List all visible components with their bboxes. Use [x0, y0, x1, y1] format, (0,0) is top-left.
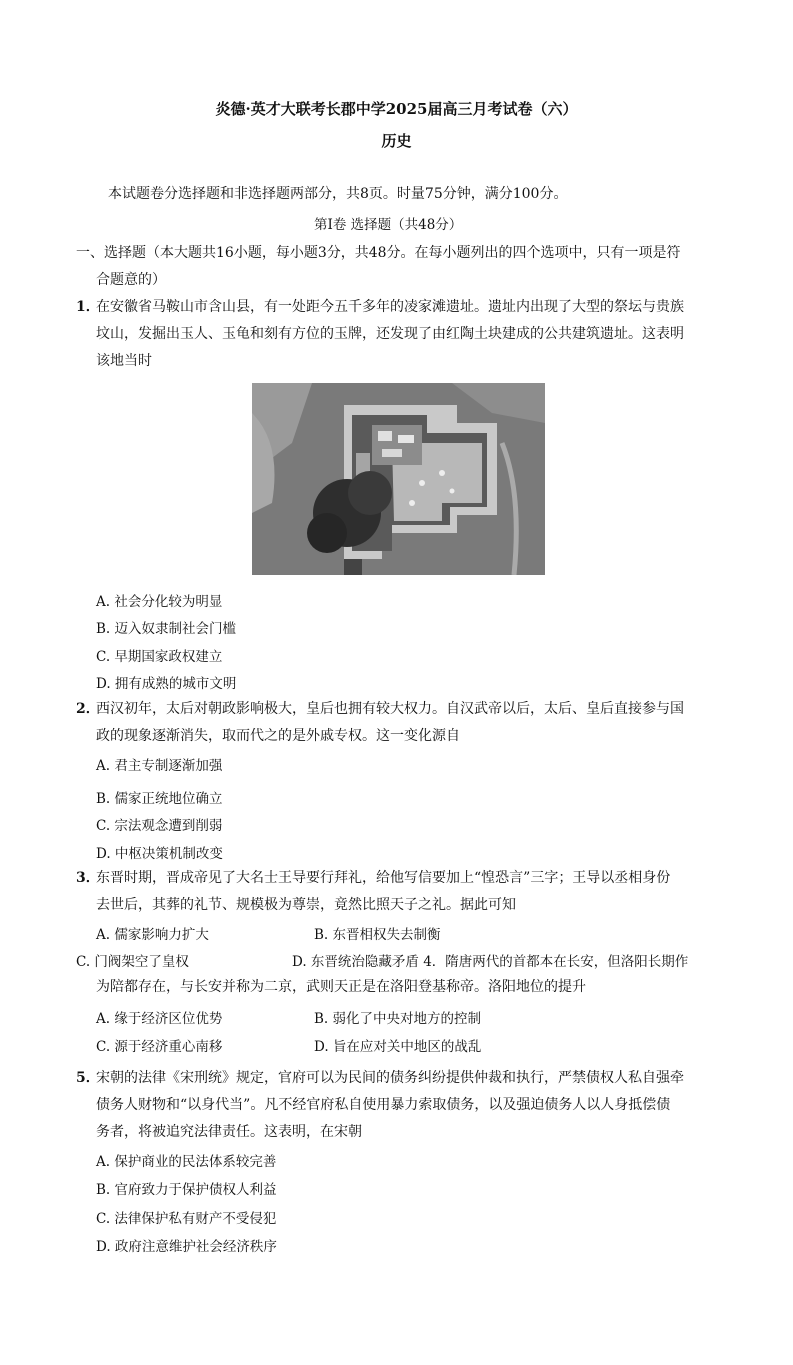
option-c: C. 门阀架空了皇权 [76, 954, 189, 970]
option-c: C. 源于经济重心南移 [96, 1039, 223, 1055]
question-number: 3． [76, 870, 100, 886]
option-c: C. 早期国家政权建立 [96, 649, 223, 665]
question-text-line: 西汉初年，太后对朝政影响极大，皇后也拥有较大权力。自汉武帝以后，太后、皇后直接参与国 [96, 701, 684, 717]
question-text-line: 宋朝的法律《宋刑统》规定，官府可以为民间的债务纠纷提供仲裁和执行，严禁债权人私自强牵 [96, 1070, 684, 1086]
question-text-line: 东晋时期，晋成帝见了大名士王导要行拜礼，给他写信要加上“惶恐言”三字；王导以丞相身份 [96, 870, 671, 886]
option-c: C. 法律保护私有财产不受侵犯 [96, 1211, 277, 1227]
option-d: D. 中枢决策机制改变 [96, 846, 223, 862]
option-a: A. 儒家影响力扩大 [96, 927, 209, 943]
exam-intro: 本试题卷分选择题和非选择题两部分，共8页。时量75分钟，满分100分。 [108, 186, 568, 202]
option-d-and-question-4-start: D. 东晋统治隐藏矛盾 4．隋唐两代的首都本在长安，但洛阳长期作 [292, 954, 689, 970]
option-a: A. 君主专制逐渐加强 [96, 758, 223, 774]
instruction-line-2: 合题意的） [96, 272, 166, 288]
section-title: 第Ⅰ卷 选择题（共48分） [314, 217, 463, 233]
question-text-line: 坟山，发掘出玉人、玉龟和刻有方位的玉牌，还发现了由红陶土块建成的公共建筑遗址。这表明 [96, 326, 684, 342]
option-b: B. 迈入奴隶制社会门槛 [96, 621, 237, 637]
option-d: D. 拥有成熟的城市文明 [96, 676, 237, 692]
question-text-line: 债务人财物和“以身代当”。凡不经官府私自使用暴力索取债务，以及强迫债务人以人身抵偿债 [96, 1097, 671, 1113]
instruction-line-1: 一、选择题（本大题共16小题，每小题3分，共48分。在每小题列出的四个选项中，只有一项是符 [76, 245, 681, 261]
question-text-line: 该地当时 [96, 353, 152, 369]
question-text-line: 为陪都存在，与长安并称为二京，武则天正是在洛阳登基称帝。洛阳地位的提升 [96, 979, 586, 995]
option-d: D. 旨在应对关中地区的战乱 [314, 1039, 482, 1055]
question-text-line: 务者，将被追究法律责任。这表明，在宋朝 [96, 1124, 362, 1140]
option-b: B. 官府致力于保护债权人利益 [96, 1182, 277, 1198]
question-number: 1． [76, 299, 100, 315]
question-text-line: 在安徽省马鞍山市含山县，有一处距今五千多年的凌家滩遗址。遗址内出现了大型的祭坛与贵族 [96, 299, 684, 315]
option-b: B. 儒家正统地位确立 [96, 791, 223, 807]
option-a: A. 社会分化较为明显 [96, 594, 223, 610]
exam-subject: 历史 [381, 132, 412, 150]
option-b: B. 弱化了中央对地方的控制 [314, 1011, 482, 1027]
question-text-line: 政的现象逐渐消失，取而代之的是外戚专权。这一变化源自 [96, 728, 460, 744]
question-text-line: 去世后，其葬的礼节、规模极为尊崇，竟然比照天子之礼。据此可知 [96, 897, 516, 913]
exam-title: 炎德·英才大联考长郡中学2025届高三月考试卷（六） [215, 100, 578, 118]
site-aerial-photo [252, 383, 545, 575]
option-a: A. 缘于经济区位优势 [96, 1011, 223, 1027]
option-d: D. 政府注意维护社会经济秩序 [96, 1239, 277, 1255]
question-number: 2． [76, 701, 100, 717]
question-number: 5． [76, 1070, 100, 1086]
option-a: A. 保护商业的民法体系较完善 [96, 1154, 277, 1170]
option-c: C. 宗法观念遭到削弱 [96, 818, 223, 834]
option-b: B. 东晋相权失去制衡 [314, 927, 441, 943]
